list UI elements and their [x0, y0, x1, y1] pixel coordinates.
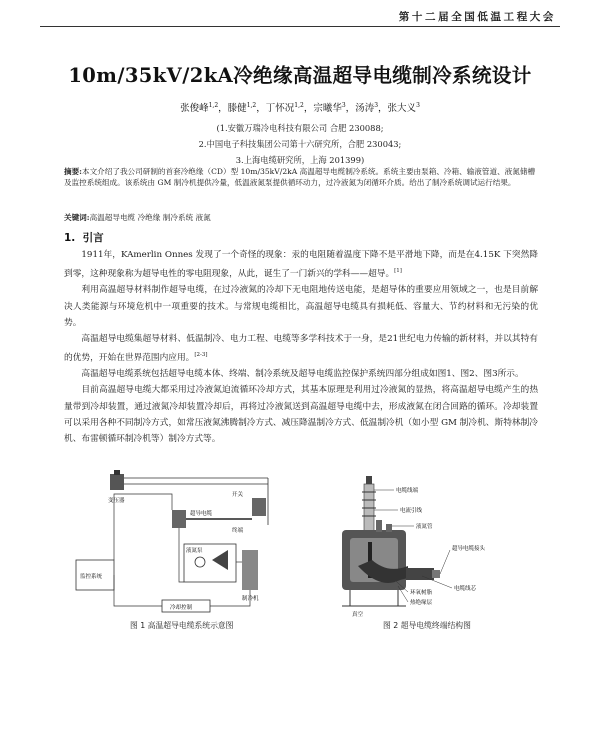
keywords-text: 高温超导电缆 冷绝缘 制冷系统 液氮 [89, 213, 211, 222]
author-name: 宗曦华 [313, 103, 342, 114]
termination-label: 终端 [232, 528, 244, 534]
ln2-pipe-label: 液氮管 [416, 524, 433, 530]
section-heading [64, 230, 104, 245]
termination-right-icon [252, 498, 266, 516]
figure-2-caption: 图 2 超导电缆终端结构图 [383, 621, 471, 630]
author-name: 丁怀况 [265, 103, 295, 114]
conference-name: 第十二届全国低温工程大会 [398, 11, 556, 23]
lead-label: 电流引线 [400, 508, 423, 514]
paragraph-1: 1911年，KAmerlin Onnes 发现了一个奇怪的现象：汞的电阻随着温度下降不是平滑地下降，而是在4.15K 下突然降到零，这种现象称为超导电性的零电阻现象，从此，诞生了一门新兴的学科——超导。[1] [64, 250, 538, 280]
abstract [64, 166, 538, 189]
cryocooler-label: 制冷机 [242, 596, 259, 602]
pump-label: 液氮泵 [186, 548, 203, 554]
header-rule [40, 26, 560, 27]
author-name: 张俊峰 [180, 103, 209, 114]
paragraph-5: 目前高温超导电缆大都采用过冷液氮迫流循环冷却方式，其基本原理是利用过冷液氮的显热，将高温超导电缆产生的热量带到冷却装置，通过液氮冷却装置冷却后，再将过冷液氮送到高温超导电缆中去，形成液氮在闭合回路的循环。冷却装置可以采用各种不同制冷方式，如常压液氮沸腾制冷方式、减压降温制冷方式、低温制冷机（如小型 GM 制冷机、斯特林制冷机、布雷顿循环制冷机等）制冷方式等。 [64, 385, 538, 445]
resin-label: 环氧树脂 [410, 590, 433, 596]
author-affiliation-mark: 3 [416, 101, 420, 109]
keywords [64, 212, 538, 223]
author-separator: ， [345, 103, 356, 114]
abstract-text: 本文介绍了我公司研制的首套冷绝缘（CD）型 10m/35kV/2kA 高温超导电缆制冷系统。系统主要由泵箱、冷箱、输液管道、液氮储槽及监控系统组成。该系统由 GM 制冷机提供冷量，低温液氮泵提供循环动力，过冷液氮为闭循环介质。给出了制冷系统调试运行结果。 [64, 167, 536, 188]
paragraph-4: 高温超导电缆系统包括超导电缆本体、终端、制冷系统及超导电缆监控保护系统四部分组成如图1、图2、图3所示。 [81, 369, 524, 380]
affiliation-2: 2.中国电子科技集团公司第十六研究所，合肥 230043; [198, 139, 402, 149]
cooling-control-label: 冷却控制 [170, 605, 193, 611]
author-name: 张大义 [387, 103, 417, 114]
body-text [64, 247, 538, 447]
cable-label: 超导电缆 [190, 511, 213, 517]
author-separator: ， [218, 103, 228, 114]
author-affiliation-mark: 1,2 [246, 101, 257, 109]
section-title: 引言 [82, 232, 104, 244]
keywords-label: 关键词: [64, 213, 90, 222]
monitor-label: 监控系统 [80, 574, 103, 580]
paragraph-3: 高温超导电缆集超导材料、低温制冷、电力工程、电缆等多学科技术于一身，是21世纪电力传输的新材料，并以其特有的优势，开始在世界范围内应用。[2-3] [64, 333, 538, 363]
switch-label: 开关 [232, 492, 244, 498]
figure-1-system-diagram [72, 470, 294, 620]
author-affiliation-mark: 1,2 [294, 101, 304, 109]
figure-2-termination-diagram [328, 470, 538, 620]
author-affiliation-mark: 1,2 [208, 101, 219, 109]
affiliation-1: (1.安徽万瑞冷电科技有限公司 合肥 230088; [216, 123, 384, 133]
paper-title: 10m/35kV/2kA冷绝缘高温超导电缆制冷系统设计 [68, 64, 532, 87]
paragraph-2: 利用高温超导材料制作超导电缆，在过冷液氮的冷却下无电阻地传送电能，是超导体的重要应用领域之一，也是目前解决人类能源与环境危机中一项重要的技术。与常规电缆相比，高温超导电缆具有损耗低、容量大、节约材料和无污染的优势。 [64, 285, 538, 328]
cryocooler-icon [242, 550, 258, 590]
pump-icon [195, 557, 205, 567]
author-separator: ， [303, 103, 314, 114]
running-header [0, 0, 600, 30]
insulation-label: 热绝缘层 [410, 600, 433, 606]
author-separator: ， [256, 103, 266, 114]
core-label: 电缆线芯 [454, 586, 477, 592]
author-separator: ， [378, 103, 388, 114]
affiliation-3: 3.上海电缆研究所，上海 201399) [235, 155, 365, 165]
author-affiliation-mark: 3 [341, 101, 346, 109]
section-number: 1. [64, 232, 76, 244]
bushing-label: 电缆线端 [396, 488, 419, 494]
transformer-label: 变压器 [108, 498, 125, 504]
vacuum-label: 真空 [352, 612, 364, 618]
abstract-label: 摘要: [64, 167, 82, 176]
author-affiliation-mark: 3 [374, 101, 379, 109]
author-name: 汤涛 [355, 103, 375, 114]
author-list [0, 100, 600, 114]
author-name: 滕健 [227, 103, 247, 114]
figure-1-caption: 图 1 高温超导电缆系统示意图 [130, 621, 234, 630]
transformer-icon [110, 474, 124, 490]
cable-head-label: 超导电缆接头 [452, 546, 486, 552]
termination-left-icon [172, 510, 186, 528]
